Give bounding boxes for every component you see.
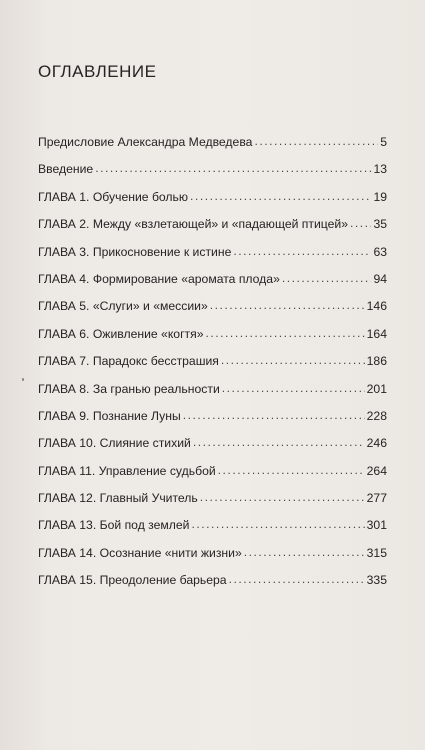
toc-leader-dots (282, 271, 372, 285)
toc-entry (38, 217, 387, 244)
toc-entry (38, 162, 387, 189)
toc-entry (38, 382, 387, 409)
toc-entry-page: 13 (373, 162, 387, 177)
toc-entry (38, 327, 387, 354)
toc-entry-page: 186 (366, 354, 387, 369)
toc-entry-page: 335 (366, 573, 387, 588)
toc-leader-dots (206, 326, 365, 340)
toc-entry-label: ГЛАВА 2. Между «взлетающей» и «падающей птицей» (38, 217, 348, 232)
toc-entry-label: ГЛАВА 5. «Слуги» и «мессии» (38, 299, 208, 314)
toc-entry (38, 190, 387, 217)
toc-entry-page: 228 (366, 408, 387, 423)
toc-entry-label: ГЛАВА 14. Осознание «нити жизни» (38, 545, 242, 560)
toc-leader-dots (192, 517, 365, 531)
toc-entry-label: ГЛАВА 11. Управление судьбой (38, 463, 216, 478)
toc-entry-page: 246 (366, 436, 387, 451)
toc-leader-dots (95, 161, 371, 175)
toc-leader-dots (233, 244, 371, 258)
toc-leader-dots (350, 216, 371, 230)
toc-entry-label: ГЛАВА 12. Главный Учитель (38, 491, 198, 506)
toc-entry-label: Введение (38, 162, 94, 177)
toc-entry-label: ГЛАВА 6. Оживление «когтя» (38, 326, 204, 341)
toc-entry-page: 164 (366, 326, 387, 341)
toc-leader-dots (193, 435, 365, 449)
toc-entry (38, 491, 387, 518)
toc-leader-dots (190, 189, 371, 203)
toc-entry-page: 315 (366, 545, 387, 560)
toc-leader-dots (183, 408, 365, 422)
toc-entry-page: 301 (366, 518, 387, 533)
toc-entry-page: 35 (373, 217, 387, 232)
toc-entry-label: ГЛАВА 13. Бой под землей (38, 518, 190, 533)
toc-leader-dots (222, 381, 365, 395)
toc-entry-label: ГЛАВА 8. За гранью реальности (38, 381, 220, 396)
toc-leader-dots (210, 298, 365, 312)
toc-entry-label: ГЛАВА 1. Обучение болью (38, 189, 189, 204)
toc-entry-page: 277 (366, 491, 387, 506)
toc-entry-label: ГЛАВА 15. Преодоление барьера (38, 573, 227, 588)
toc-entry-page: 264 (366, 463, 387, 478)
toc-entry-page: 63 (373, 244, 387, 259)
toc-entry (38, 299, 387, 326)
toc-entry (38, 135, 387, 162)
table-of-contents (38, 135, 387, 601)
toc-leader-dots (221, 353, 365, 367)
toc-entry-page: 5 (380, 135, 387, 149)
toc-leader-dots (244, 545, 365, 559)
toc-entry (38, 518, 387, 545)
toc-entry-label: Предисловие Александра Медведева (38, 135, 253, 149)
toc-leader-dots (218, 463, 365, 477)
toc-entry (38, 546, 387, 573)
toc-entry-page: 19 (373, 189, 387, 204)
toc-entry-label: ГЛАВА 3. Прикосновение к истине (38, 244, 232, 259)
toc-entry (38, 272, 387, 299)
toc-leader-dots (200, 490, 365, 504)
toc-entry-page: 146 (366, 299, 387, 314)
toc-leader-dots (254, 134, 378, 148)
toc-entry-label: ГЛАВА 4. Формирование «аромата плода» (38, 271, 280, 286)
toc-entry (38, 245, 387, 272)
toc-entry (38, 409, 387, 436)
toc-entry-label: ГЛАВА 9. Познание Луны (38, 408, 181, 423)
toc-entry (38, 436, 387, 463)
toc-entry (38, 354, 387, 381)
toc-entry (38, 464, 387, 491)
toc-entry (38, 573, 387, 600)
toc-entry-label: ГЛАВА 7. Парадокс бесстрашия (38, 354, 219, 369)
page-title: ОГЛАВЛЕНИЕ (38, 62, 157, 81)
toc-entry-page: 94 (373, 271, 387, 286)
toc-leader-dots (229, 572, 365, 586)
toc-entry-label: ГЛАВА 10. Слияние стихий (38, 436, 191, 451)
toc-entry-page: 201 (366, 381, 387, 396)
paper-speck (22, 378, 24, 381)
